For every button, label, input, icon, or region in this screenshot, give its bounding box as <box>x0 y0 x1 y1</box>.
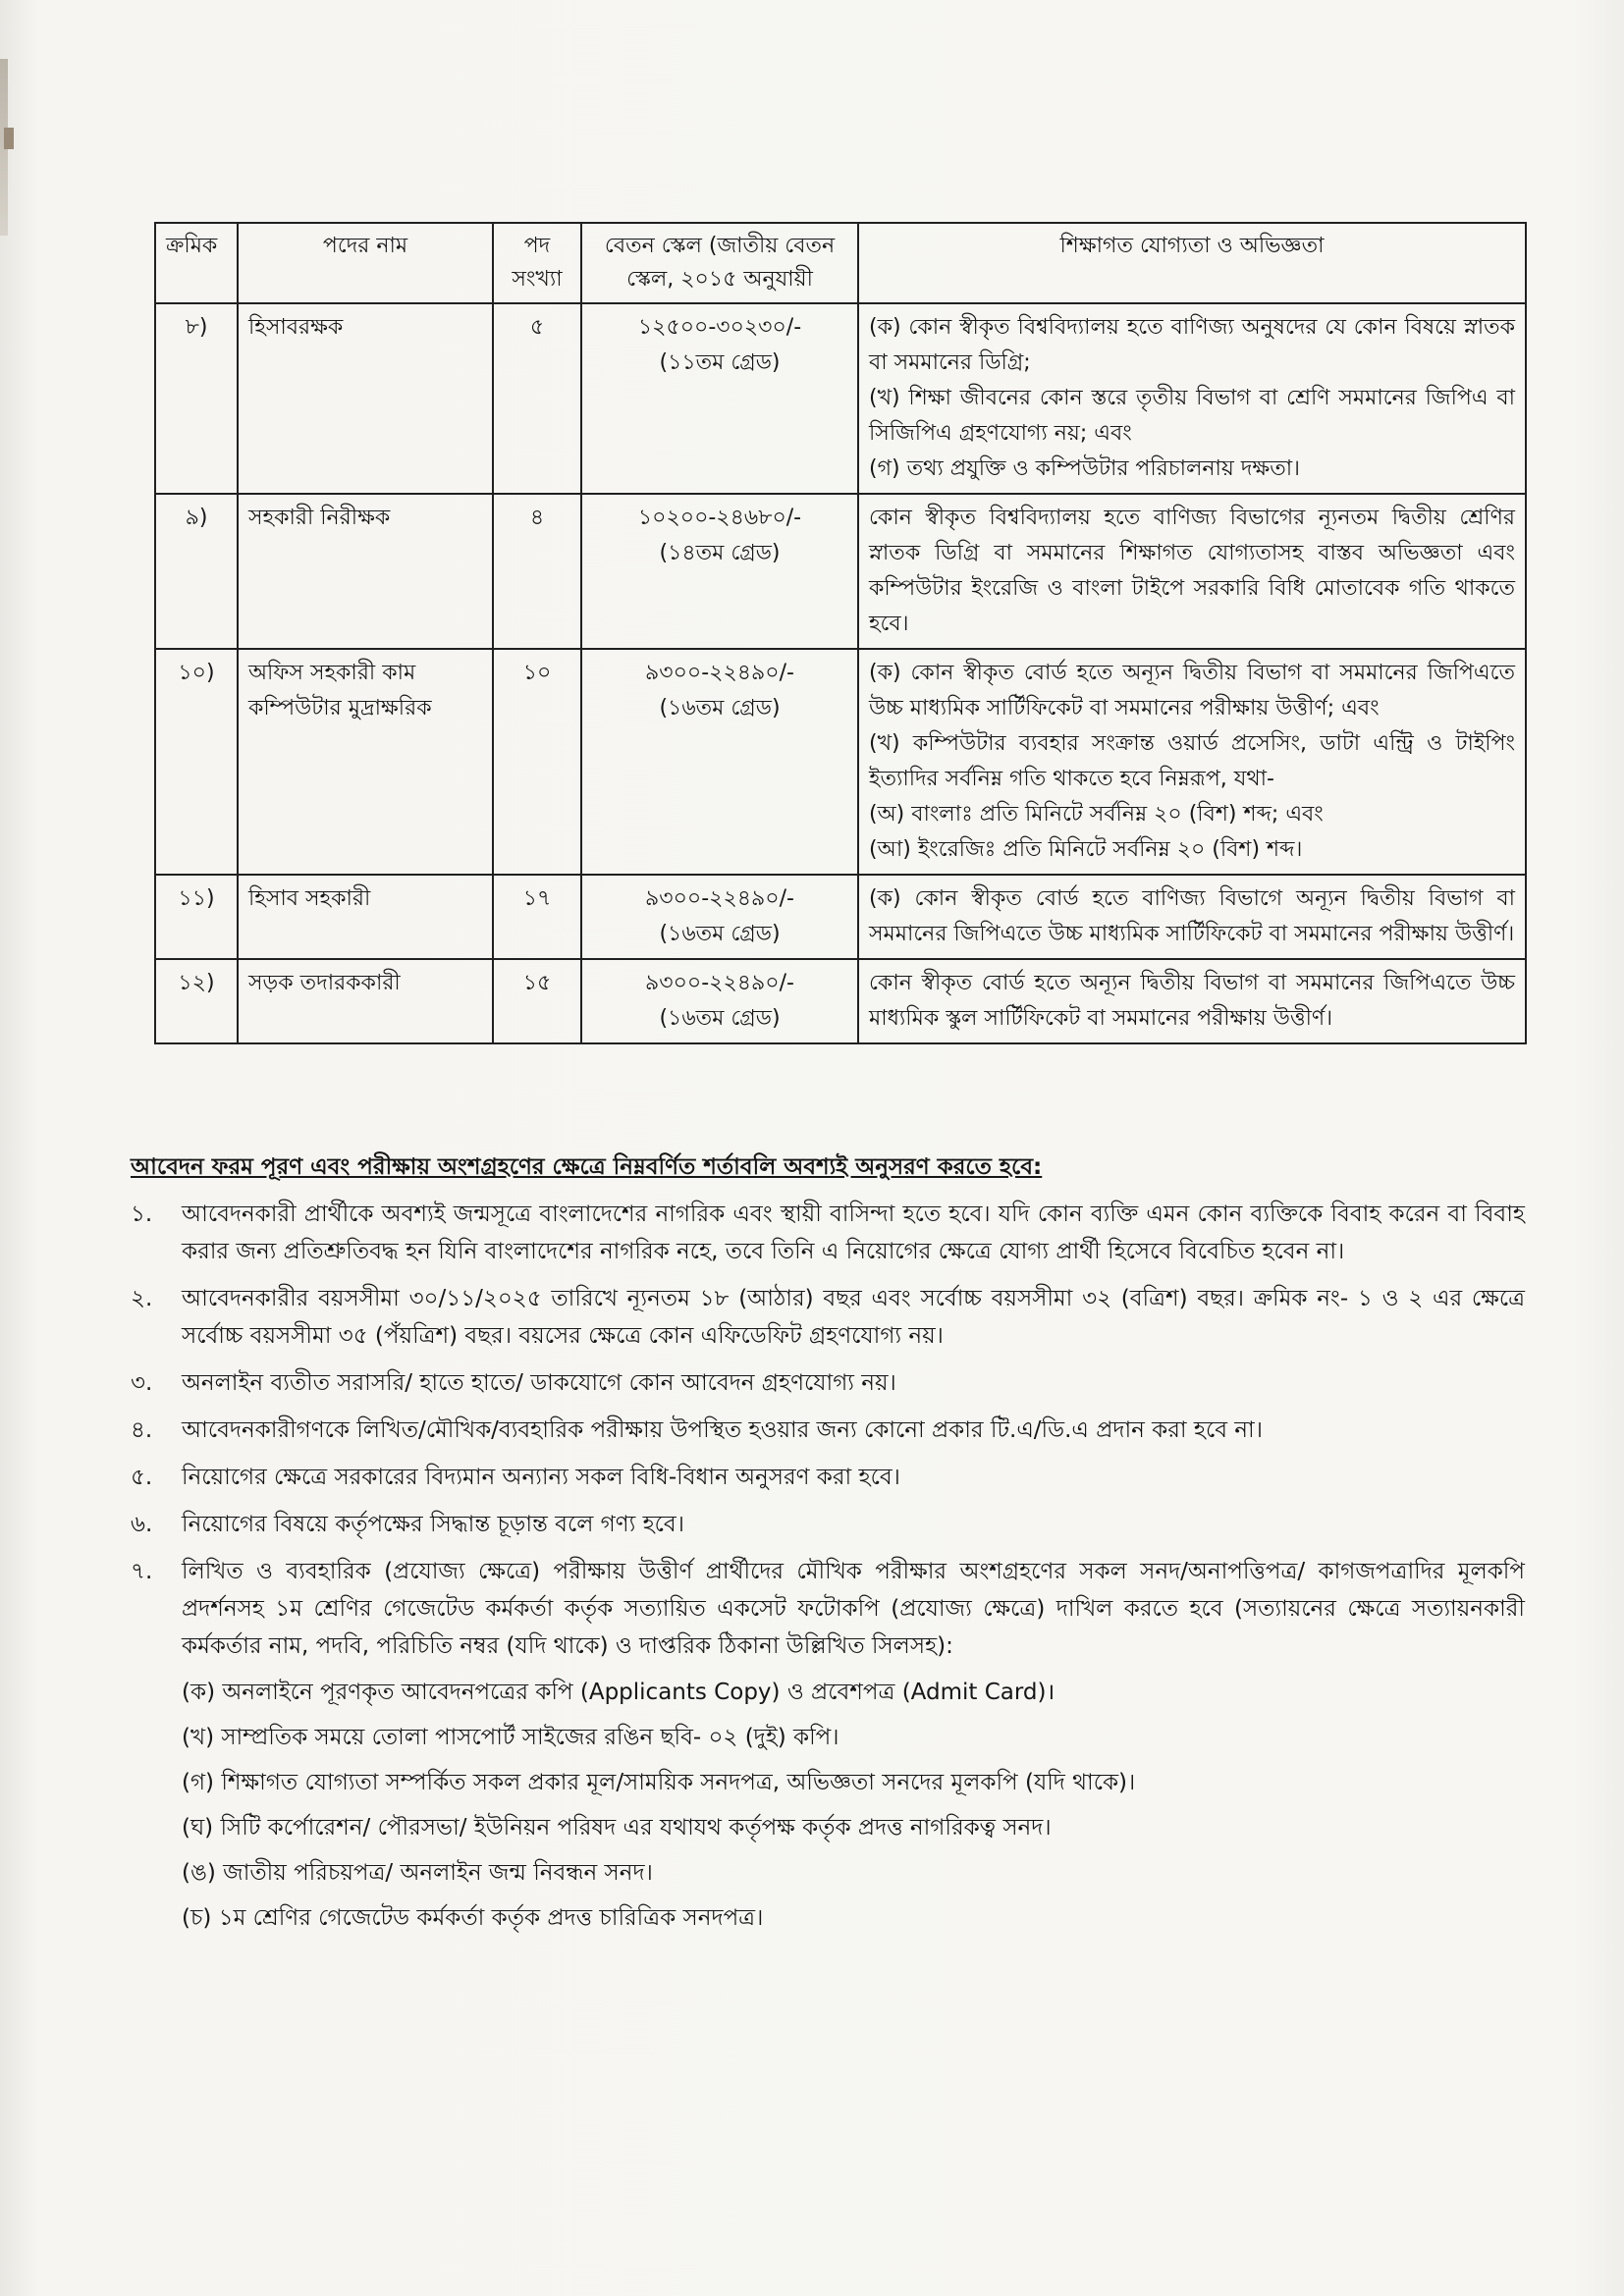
table-header-row <box>155 223 1526 303</box>
document-sub-item: (খ) সাম্প্রতিক সময়ে তোলা পাসপোর্ট সাইজের রঙিন ছবি- ০২ (দুই) কপি। <box>182 1725 839 1750</box>
posts-table <box>154 222 1527 1044</box>
row-post-name: সড়ক তদারককারী <box>238 959 493 1043</box>
pay-scale-amount: ১২৫০০-৩০২৩০/- <box>637 315 802 340</box>
qualification-line: (গ) তথ্য প্রযুক্তি ও কম্পিউটার পরিচালনায় দক্ষতা। <box>869 456 1300 481</box>
row-post-name: সহকারী নিরীক্ষক <box>238 494 493 649</box>
row-qualification <box>858 494 1526 649</box>
row-qualification <box>858 959 1526 1043</box>
row-qualification <box>858 875 1526 959</box>
header-post-count: পদ সংখ্যা <box>493 223 581 303</box>
qualification-line: (ক) কোন স্বীকৃত বোর্ড হতে বাণিজ্য বিভাগে অন্যূন দ্বিতীয় বিভাগ বা সমমানের জিপিএতে উচ্চ মাধ্যমিক সার্টিফিকেট বা সমমানের পরীক্ষায় উত্তীর্ণ। <box>869 886 1515 946</box>
pay-scale-amount: ৯৩০০-২২৪৯০/- <box>645 886 794 911</box>
row-post-count: ১৫ <box>493 959 581 1043</box>
document-sub-item: (ঘ) সিটি কর্পোরেশন/ পৌরসভা/ ইউনিয়ন পরিষদ এর যথাযথ কর্তৃপক্ষ কর্তৃক প্রদত্ত নাগরিকত্ব সনদ। <box>182 1815 1052 1841</box>
conditions-section <box>131 1148 1525 1953</box>
header-qualification: শিক্ষাগত যোগ্যতা ও অভিজ্ঞতা <box>858 223 1526 303</box>
row-qualification <box>858 649 1526 875</box>
page-edge-mark <box>4 128 14 149</box>
condition-text-body: নিয়োগের ক্ষেত্রে সরকারের বিদ্যমান অন্যান্য সকল বিধি-বিধান অনুসরণ করা হবে। <box>182 1465 900 1490</box>
qualification-line: (আ) ইংরেজিঃ প্রতি মিনিটে সর্বনিম্ন ২০ (বিশ) শব্দ। <box>869 837 1303 862</box>
row-serial: ৯) <box>155 494 238 649</box>
qualification-line: (অ) বাংলাঃ প্রতি মিনিটে সর্বনিম্ন ২০ (বিশ) শব্দ; এবং <box>869 802 1324 827</box>
condition-item <box>131 1459 1525 1496</box>
pay-grade: (১৬তম গ্রেড) <box>659 1006 781 1031</box>
header-pay-scale: বেতন স্কেল (জাতীয় বেতন স্কেল, ২০১৫ অনুযায়ী <box>581 223 858 303</box>
condition-text <box>182 1459 1525 1496</box>
condition-number: ৬. <box>131 1512 153 1537</box>
row-post-name: হিসাব সহকারী <box>238 875 493 959</box>
row-post-name: হিসাবরক্ষক <box>238 303 493 494</box>
row-qualification <box>858 303 1526 494</box>
row-post-count: ১০ <box>493 649 581 875</box>
condition-text <box>182 1364 1525 1402</box>
condition-item <box>131 1280 1525 1355</box>
condition-number: ১. <box>131 1201 153 1227</box>
document-sub-item: (ক) অনলাইনে পূরণকৃত আবেদনপত্রের কপি (Applicants Copy) ও প্রবেশপত্র (Admit Card)। <box>182 1680 1056 1705</box>
pay-grade: (১১তম গ্রেড) <box>659 350 781 375</box>
document-sub-item: (চ) ১ম শ্রেণির গেজেটেড কর্মকর্তা কর্তৃক প্রদত্ত চারিত্রিক সনদপত্র। <box>182 1905 764 1931</box>
qualification-line: (খ) কম্পিউটার ব্যবহার সংক্রান্ত ওয়ার্ড প্রসেসিং, ডাটা এন্ট্রি ও টাইপিং ইত্যাদির সর্বনিম্ন গতি থাকতে হবে নিম্নরূপ, যথা- <box>869 731 1515 791</box>
qualification-line: কোন স্বীকৃত বিশ্ববিদ্যালয় হতে বাণিজ্য বিভাগের ন্যূনতম দ্বিতীয় শ্রেণির স্নাতক ডিগ্রি বা সমমানের শিক্ষাগত যোগ্যতাসহ বাস্তব অভিজ্ঞতা এবং কম্পিউটার ইংরেজি ও বাংলা টাইপে সরকারি বিধি মোতাবেক গতি থাকতে হবে। <box>869 506 1515 636</box>
condition-text-body: নিয়োগের বিষয়ে কর্তৃপক্ষের সিদ্ধান্ত চূড়ান্ত বলে গণ্য হবে। <box>182 1512 684 1537</box>
row-serial: ১২) <box>155 959 238 1043</box>
condition-text <box>182 1553 1525 1944</box>
condition-item <box>131 1196 1525 1270</box>
condition-item <box>131 1412 1525 1449</box>
row-post-count: ৫ <box>493 303 581 494</box>
condition-number: ৪. <box>131 1417 153 1443</box>
qualification-line: কোন স্বীকৃত বোর্ড হতে অন্যূন দ্বিতীয় বিভাগ বা সমমানের জিপিএতে উচ্চ মাধ্যমিক স্কুল সার্টিফিকেট বা সমমানের পরীক্ষায় উত্তীর্ণ। <box>869 971 1515 1031</box>
row-serial: ১০) <box>155 649 238 875</box>
condition-item <box>131 1553 1525 1944</box>
qualification-line: (খ) শিক্ষা জীবনের কোন স্তরে তৃতীয় বিভাগ বা শ্রেণি সমমানের জিপিএ বা সিজিপিএ গ্রহণযোগ্য নয়; এবং <box>869 386 1515 446</box>
condition-text <box>182 1280 1525 1355</box>
row-serial: ৮) <box>155 303 238 494</box>
row-pay-scale <box>581 649 858 875</box>
qualification-line: (ক) কোন স্বীকৃত বোর্ড হতে অন্যূন দ্বিতীয় বিভাগ বা সমমানের জিপিএতে উচ্চ মাধ্যমিক সার্টিফিকেট বা সমমানের পরীক্ষায় উত্তীর্ণ; এবং <box>869 661 1515 721</box>
pay-grade: (১৪তম গ্রেড) <box>659 541 781 565</box>
condition-text <box>182 1412 1525 1449</box>
pay-scale-amount: ৯৩০০-২২৪৯০/- <box>645 971 794 995</box>
condition-number: ৩. <box>131 1370 153 1396</box>
document-sub-item: (গ) শিক্ষাগত যোগ্যতা সম্পর্কিত সকল প্রকার মূল/সাময়িক সনদপত্র, অভিজ্ঞতা সনদের মূলকপি (যদি থাকে)। <box>182 1770 1136 1795</box>
condition-text-body: আবেদনকারীর বয়সসীমা ৩০/১১/২০২৫ তারিখে ন্যূনতম ১৮ (আঠার) বছর এবং সর্বোচ্চ বয়সসীমা ৩২ (বত্রিশ) বছর। ক্রমিক নং- ১ ও ২ এর ক্ষেত্রে সর্বোচ্চ বয়সসীমা ৩৫ (পঁয়ত্রিশ) বছর। বয়সের ক্ষেত্রে কোন এফিডেফিট গ্রহণযোগ্য নয়। <box>182 1286 1525 1349</box>
header-serial: ক্রমিক <box>155 223 238 303</box>
condition-number: ৫. <box>131 1465 153 1490</box>
condition-item <box>131 1364 1525 1402</box>
table-row <box>155 875 1526 959</box>
row-post-name: অফিস সহকারী কাম কম্পিউটার মুদ্রাক্ষরিক <box>238 649 493 875</box>
row-pay-scale <box>581 494 858 649</box>
condition-text-body: আবেদনকারীগণকে লিখিত/মৌখিক/ব্যবহারিক পরীক্ষায় উপস্থিত হওয়ার জন্য কোনো প্রকার টি.এ/ডি.এ প্রদান করা হবে না। <box>182 1417 1263 1443</box>
table-row <box>155 959 1526 1043</box>
row-pay-scale <box>581 875 858 959</box>
pay-grade: (১৬তম গ্রেড) <box>659 696 781 721</box>
document-sub-list <box>182 1673 1525 1938</box>
pay-scale-amount: ৯৩০০-২২৪৯০/- <box>645 661 794 685</box>
document-sub-item: (ঙ) জাতীয় পরিচয়পত্র/ অনলাইন জন্ম নিবন্ধন সনদ। <box>182 1860 653 1886</box>
conditions-heading: আবেদন ফরম পূরণ এবং পরীক্ষায় অংশগ্রহণের ক্ষেত্রে নিম্নবর্ণিত শর্তাবলি অবশ্যই অনুসরণ করতে হবে: <box>131 1154 1043 1180</box>
row-serial: ১১) <box>155 875 238 959</box>
row-post-count: ৪ <box>493 494 581 649</box>
pay-scale-amount: ১০২০০-২৪৬৮০/- <box>637 506 802 530</box>
condition-number: ২. <box>131 1286 153 1311</box>
condition-item <box>131 1506 1525 1543</box>
pay-grade: (১৬তম গ্রেড) <box>659 922 781 946</box>
condition-text-body: আবেদনকারী প্রার্থীকে অবশ্যই জন্মসূত্রে বাংলাদেশের নাগরিক এবং স্থায়ী বাসিন্দা হতে হবে। যদি কোন ব্যক্তি এমন কোন ব্যক্তিকে বিবাহ করেন বা বিবাহ করার জন্য প্রতিশ্রুতিবদ্ধ হন যিনি বাংলাদেশের নাগরিক নহে, তবে তিনি এ নিয়োগের ক্ষেত্রে যোগ্য প্রার্থী হিসেবে বিবেচিত হবেন না। <box>182 1201 1525 1264</box>
row-pay-scale <box>581 303 858 494</box>
condition-number: ৭. <box>131 1559 153 1584</box>
condition-text <box>182 1196 1525 1270</box>
condition-text <box>182 1506 1525 1543</box>
row-post-count: ১৭ <box>493 875 581 959</box>
table-row <box>155 494 1526 649</box>
table-row <box>155 649 1526 875</box>
row-pay-scale <box>581 959 858 1043</box>
qualification-line: (ক) কোন স্বীকৃত বিশ্ববিদ্যালয় হতে বাণিজ্য অনুষদের যে কোন বিষয়ে স্নাতক বা সমমানের ডিগ্রি; <box>869 315 1515 375</box>
header-post-name: পদের নাম <box>238 223 493 303</box>
condition-text-body: অনলাইন ব্যতীত সরাসরি/ হাতে হাতে/ ডাকযোগে কোন আবেদন গ্রহণযোগ্য নয়। <box>182 1370 896 1396</box>
conditions-list <box>131 1196 1525 1944</box>
table-row <box>155 303 1526 494</box>
condition-text-body: লিখিত ও ব্যবহারিক (প্রযোজ্য ক্ষেত্রে) পরীক্ষায় উত্তীর্ণ প্রার্থীদের মৌখিক পরীক্ষার অংশগ্রহণের সকল সনদ/অনাপত্তিপত্র/ কাগজপত্রাদির মূলকপি প্রদর্শনসহ ১ম শ্রেণির গেজেটেড কর্মকর্তা কর্তৃক সত্যায়িত একসেট ফটোকপি (প্রযোজ্য ক্ষেত্রে) দাখিল করতে হবে (সত্যায়নের ক্ষেত্রে সত্যায়নকারী কর্মকর্তার নাম, পদবি, পরিচিতি নম্বর (যদি থাকে) ও দাপ্তরিক ঠিকানা উল্লিখিত সিলসহ): <box>182 1559 1525 1659</box>
table-body <box>155 303 1526 1043</box>
